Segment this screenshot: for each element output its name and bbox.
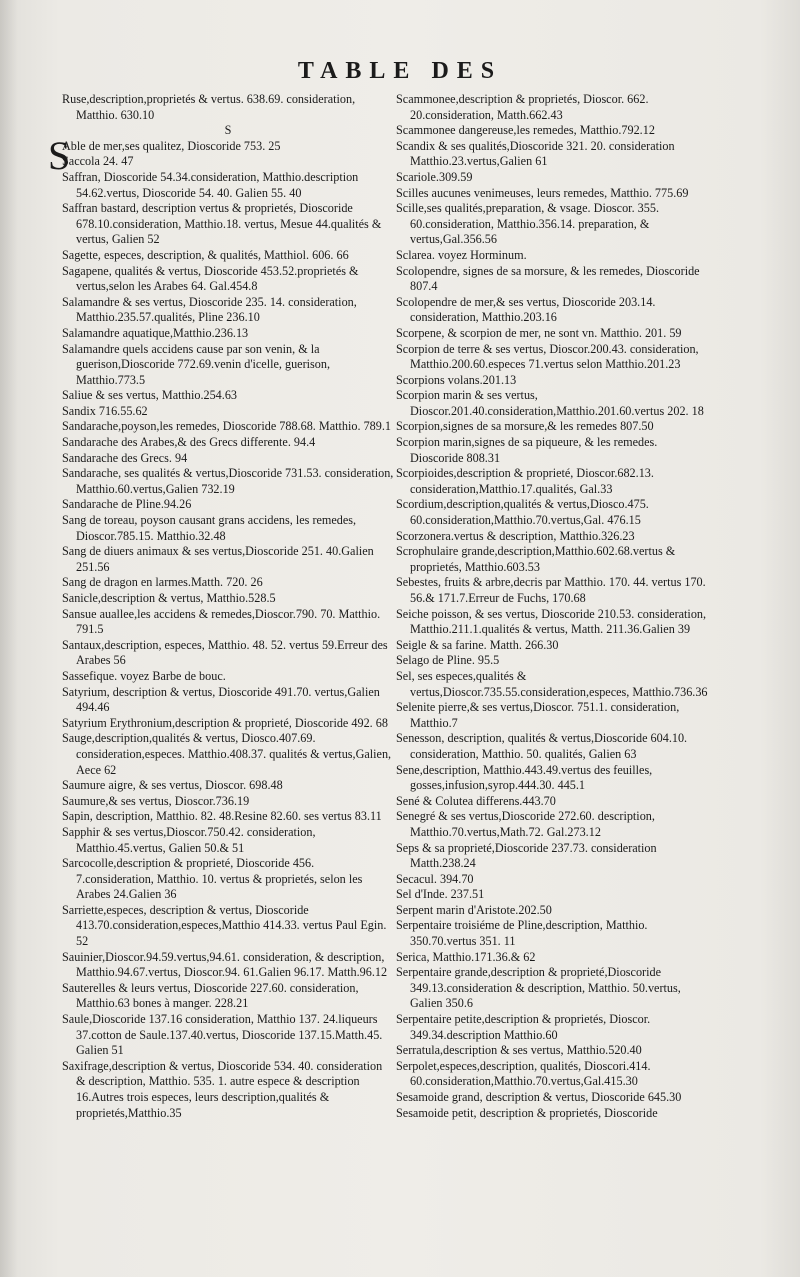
index-entry: Sandarache, ses qualités & vertus,Dioscoride 731.53. consideration, Matthio.60.vertus,Galien 732.19 — [62, 466, 394, 496]
index-entry: Sanicle,description & vertus, Matthio.528.5 — [62, 591, 276, 605]
index-entry: Seps & sa proprieté,Dioscoride 237.73. consideration Matth.238.24 — [396, 840, 657, 871]
index-entry: Sagette, especes, description, & qualités, Matthiol. 606. 66 — [62, 247, 349, 262]
index-entry: Serpentaire petite,description & proprietés, Dioscor. 349.34.description Matthio.60 — [396, 1012, 651, 1042]
index-entry: Seigle & sa farine. Matth. 266.30 — [396, 637, 559, 652]
index-entry: Scorpion marin,signes de sa piqueure, & les remedes. Dioscoride 808.31 — [396, 435, 658, 465]
index-entry: Sel, ses especes,qualités & vertus,Dioscor.735.55.consideration,especes, Matthio.736.36 — [396, 668, 708, 699]
index-entry: Sauterelles & leurs vertus, Dioscoride 227.60. consideration, Matthio.63 bones à manger. 228.21 — [62, 980, 359, 1011]
index-entry: Satyrium, description & vertus, Dioscoride 491.70. vertus,Galien 494.46 — [62, 684, 380, 715]
index-entry: Sclarea. voyez Horminum. — [396, 247, 527, 262]
index-entry: Serpentaire troisiéme de Pline,description, Matthio. 350.70.vertus 351. 11 — [396, 918, 648, 949]
index-entry: Sesamoide grand, description & vertus, Dioscoride 645.30 — [396, 1090, 682, 1104]
index-entry: Selago de Pline. 95.5 — [396, 653, 500, 668]
index-entry: Saule,Dioscoride 137.16 consideration, Matthio 137. 24.liqueurs 37.cotton de Saule.137.40.vertus, Dioscoride 137.15.Matth.45. Galien 51 — [62, 1012, 383, 1058]
index-entry: Serpentaire grande,description & proprieté,Dioscoride 349.13.consideration & description, Matthio. 50.vertus, Galien 350.6 — [396, 965, 681, 1011]
index-entry: Sandarache de Pline.94.26 — [62, 497, 192, 512]
index-entry: Satyrium Erythronium,description & proprieté, Dioscoride 492. 68 — [62, 715, 388, 730]
index-entry: Sene,description, Matthio.443.49.vertus des feuilles, gosses,infusion,syrop.444.30. 445.1 — [396, 762, 653, 793]
drop-cap: S — [48, 132, 71, 178]
index-entry: Secacul. 394.70 — [396, 871, 474, 886]
index-entry: Scandix & ses qualités,Dioscoride 321. 20. consideration Matthio.23.vertus,Galien 61 — [396, 138, 675, 169]
index-entry: Scammonee,description & proprietés, Dioscor. 662. 20.consideration, Matth.662.43 — [396, 92, 649, 122]
index-entry: Sang de toreau, poyson causant grans accidens, les remedes, Dioscor.785.15. Matthio.32.48 — [62, 513, 357, 543]
index-entry: Sapin, description, Matthio. 82. 48.Resine 82.60. ses vertus 83.11 — [62, 809, 382, 824]
index-entry: Scordium,description,qualités & vertus,Diosco.475. 60.consideration,Matthio.70.vertus,Gal. 476.15 — [396, 497, 649, 528]
index-entry: Scammonee dangereuse,les remedes, Matthio.792.12 — [396, 123, 655, 138]
index-entry: Sesamoide petit, description & proprietés, Dioscoride — [396, 1105, 658, 1120]
index-entry: Saxifrage,description & vertus, Dioscoride 534. 40. consideration & description, Matthio. 535. 1. autre espece & description 16.Autres trois especes, leurs description,qualités & proprietés,Matthio.35 — [62, 1058, 383, 1120]
index-entry: Sarcocolle,description & proprieté, Dioscoride 456. 7.consideration, Matthio. 10. vertus & proprietés, selon les Arabes 24.Galien 36 — [62, 856, 363, 902]
index-entry: Scorpene, & scorpion de mer, ne sont vn. Matthio. 201. 59 — [396, 325, 682, 340]
index-entry: Senesson, description, qualités & vertus,Dioscoride 604.10. consideration, Matthio. 50. qualités, Galien 63 — [396, 731, 688, 761]
index-entry: Sansue auallee,les accidens & remedes,Dioscor.790. 70. Matthio. 791.5 — [62, 606, 381, 637]
index-entry: Sassefique. voyez Barbe de bouc. — [62, 668, 226, 683]
index-entry: Sang de dragon en larmes.Matth. 720. 26 — [62, 575, 263, 590]
index-entry: Scorpioides,description & proprieté, Dioscor.682.13. consideration,Matthio.17.qualités, Gal.33 — [396, 466, 654, 496]
index-entry: Sandarache des Arabes,& des Grecs differente. 94.4 — [62, 435, 316, 450]
index-entry: Scolopendre, signes de sa morsure, & les remedes, Dioscoride 807.4 — [396, 263, 700, 294]
index-entry: Ruse,description,proprietés & vertus. 638.69. consideration, Matthio. 630.10 — [62, 92, 356, 122]
index-entry: Sauinier,Dioscor.94.59.vertus,94.61. consideration, & description, Matthio.94.67.vertus, Dioscor.94. 61.Galien 96.17. Matth.96.12 — [62, 949, 388, 980]
index-entry: S Able de mer,ses qualitez, Dioscoride 753. 25 — [48, 132, 281, 178]
index-entry: Serpent marin d'Aristote.202.50 — [396, 902, 552, 917]
index-entry: Santaux,description, especes, Matthio. 48. 52. vertus 59.Erreur des Arabes 56 — [62, 637, 388, 668]
index-entry: Senegré & ses vertus,Dioscoride 272.60. description, Matthio.70.vertus,Math.72. Gal.273.12 — [396, 809, 655, 839]
index-entry: Saumure,& ses vertus, Dioscor.736.19 — [62, 793, 250, 808]
index-column-right — [396, 92, 708, 1121]
index-entry: Saumure aigre, & ses vertus, Dioscor. 698.48 — [62, 778, 283, 793]
index-entry: Salamandre quels accidens cause par son venin, & la guerison,Dioscoride 772.69.venin d'icelle, guerison, Matthio.773.5 — [62, 341, 331, 387]
index-entry: Salamandre & ses vertus, Dioscoride 235. 14. consideration, Matthio.235.57.qualités, Pline 236.10 — [62, 294, 357, 325]
index-entry: Sel d'Inde. 237.51 — [396, 887, 485, 902]
index-entry: Scariole.309.59 — [396, 169, 473, 184]
index-entry: Scorpion de terre & ses vertus, Dioscor.200.43. consideration, Matthio.200.60.especes 71.vertus selon Matthio.201.23 — [396, 341, 699, 372]
index-entry: Salamandre aquatique,Matthio.236.13 — [62, 325, 249, 340]
index-entry: Selenite pierre,& ses vertus,Dioscor. 751.1. consideration, Matthio.7 — [396, 700, 680, 730]
index-entry: Scorpion marin & ses vertus, Dioscor.201.40.consideration,Matthio.201.60.vertus 202. 18 — [396, 388, 704, 418]
index-entry: Sené & Colutea differens.443.70 — [396, 793, 556, 808]
index-entry: Scorpion,signes de sa morsure,& les remedes 807.50 — [396, 419, 654, 434]
index-entry: Scilles aucunes venimeuses, leurs remedes, Matthio. 775.69 — [396, 185, 689, 200]
index-entry: Sapphir & ses vertus,Dioscor.750.42. consideration, Matthio.45.vertus, Galien 50.& 51 — [62, 824, 316, 855]
index-column-left — [48, 92, 394, 1121]
page-title: TABLE DES — [297, 58, 503, 84]
index-entry: Saffran bastard, description vertus & proprietés, Dioscoride 678.10.consideration, Matthio.18. vertus, Mesue 44.qualités & vertus, Galien 52 — [62, 201, 382, 247]
index-entry: Sandix 716.55.62 — [62, 403, 148, 418]
index-entry: Saliue & ses vertus, Matthio.254.63 — [62, 388, 238, 403]
index-entry: Sarriette,especes, description & vertus, Dioscoride 413.70.consideration,especes,Matthio 414.33. vertus Paul Egin. 52 — [62, 902, 387, 949]
index-entry: Sagapene, qualités & vertus, Dioscoride 453.52.proprietés & vertus,selon les Arabes 64. Gal.454.8 — [62, 263, 359, 294]
index-entry: Scrophulaire grande,description,Matthio.602.68.vertus & proprietés, Matthio.603.53 — [396, 544, 676, 574]
index-entry: Scorpions volans.201.13 — [396, 372, 517, 387]
index-entry: Seiche poisson, & ses vertus, Dioscoride 210.53. consideration, Matthio.211.1.qualités & vertus, Matth. 211.36.Galien 39 — [396, 606, 707, 637]
index-entry: Scille,ses qualités,preparation, & vsage. Dioscor. 355. 60.consideration, Matthio.356.14. preparation, & vertus,Gal.356.56 — [396, 201, 659, 247]
index-entry: Sebestes, fruits & arbre,decris par Matthio. 170. 44. vertus 170. 56.& 171.7.Erreur de Fuchs, 170.68 — [396, 575, 706, 605]
index-entry: Serratula,description & ses vertus, Matthio.520.40 — [396, 1043, 642, 1058]
index-entry: Sang de diuers animaux & ses vertus,Dioscoride 251. 40.Galien 251.56 — [62, 544, 374, 574]
index-entry: Scorzonera.vertus & description, Matthio.326.23 — [396, 528, 635, 543]
index-entry: Saffran, Dioscoride 54.34.consideration, Matthio.description 54.62.vertus, Dioscoride 54. 40. Galien 55. 40 — [62, 169, 359, 200]
index-entry: Sauge,description,qualités & vertus, Diosco.407.69. consideration,especes. Matthio.408.37. qualités & vertus,Galien, Aece 62 — [62, 731, 392, 777]
section-letter: S — [224, 123, 232, 138]
index-entry: Sandarache,poyson,les remedes, Dioscoride 788.68. Matthio. 789.1 — [62, 419, 391, 434]
index-entry: Scolopendre de mer,& ses vertus, Dioscoride 203.14. consideration, Matthio.203.16 — [396, 294, 656, 325]
index-entry: Serica, Matthio.171.36.& 62 — [396, 949, 536, 964]
index-entry: Sandarache des Grecs. 94 — [62, 450, 188, 465]
index-entry: Serpolet,especes,description, qualités, Dioscori.414. 60.consideration,Matthio.70.vertus,Gal.415.30 — [396, 1058, 651, 1089]
index-entry: Saccola 24. 47 — [62, 154, 134, 169]
